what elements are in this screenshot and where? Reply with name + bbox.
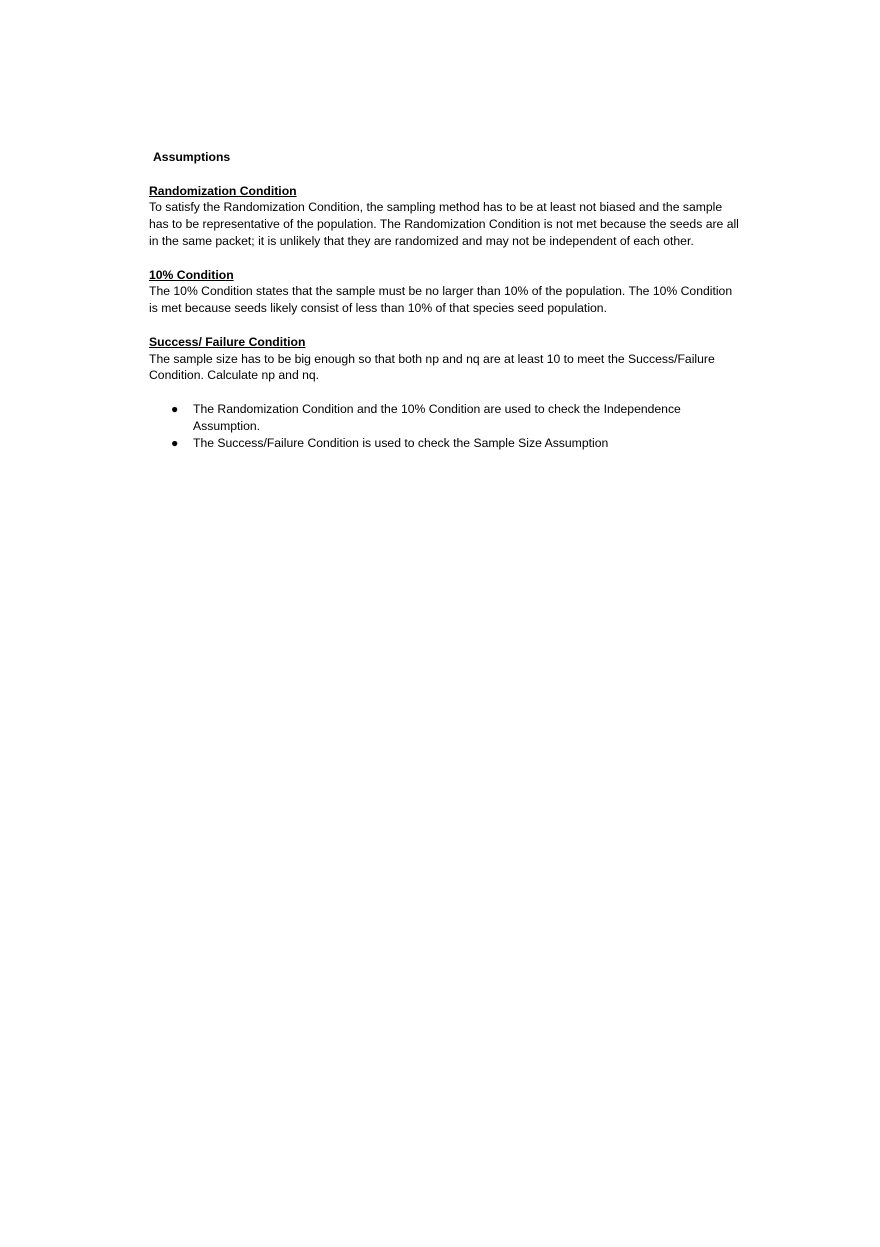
list-item	[149, 435, 739, 452]
bullet-text: The Randomization Condition and the 10% Condition are used to check the Independence Assumption.	[193, 401, 681, 433]
section-heading-ten-percent: 10% Condition	[149, 267, 234, 282]
section-body-ten-percent: The 10% Condition states that the sample must be no larger than 10% of the population. The 10% Condition is met because seeds likely consist of less than 10% of that species seed population.	[149, 284, 733, 316]
section-heading-randomization: Randomization Condition	[149, 183, 297, 198]
document-title: Assumptions	[153, 150, 231, 164]
bullet-text: The Success/Failure Condition is used to check the Sample Size Assumption	[193, 435, 609, 450]
section-body-randomization: To satisfy the Randomization Condition, the sampling method has to be at least not biased and the sample has to be representative of the population. The Randomization Condition is not met because the seeds are all in the same packet; it is unlikely that they are randomized and may not be independent of each other.	[149, 200, 739, 248]
section-ten-percent	[149, 267, 739, 317]
section-heading-success-failure: Success/ Failure Condition	[149, 334, 306, 349]
list-item	[149, 401, 739, 435]
bullet-dot-icon: ●	[171, 401, 179, 416]
section-success-failure	[149, 334, 739, 384]
document-page	[149, 149, 739, 451]
bullet-list	[149, 401, 739, 451]
section-body-success-failure: The sample size has to be big enough so that both np and nq are at least 10 to meet the Success/Failure Condition. Calculate np and nq.	[149, 351, 715, 383]
section-randomization	[149, 183, 739, 250]
bullet-dot-icon: ●	[171, 435, 179, 450]
